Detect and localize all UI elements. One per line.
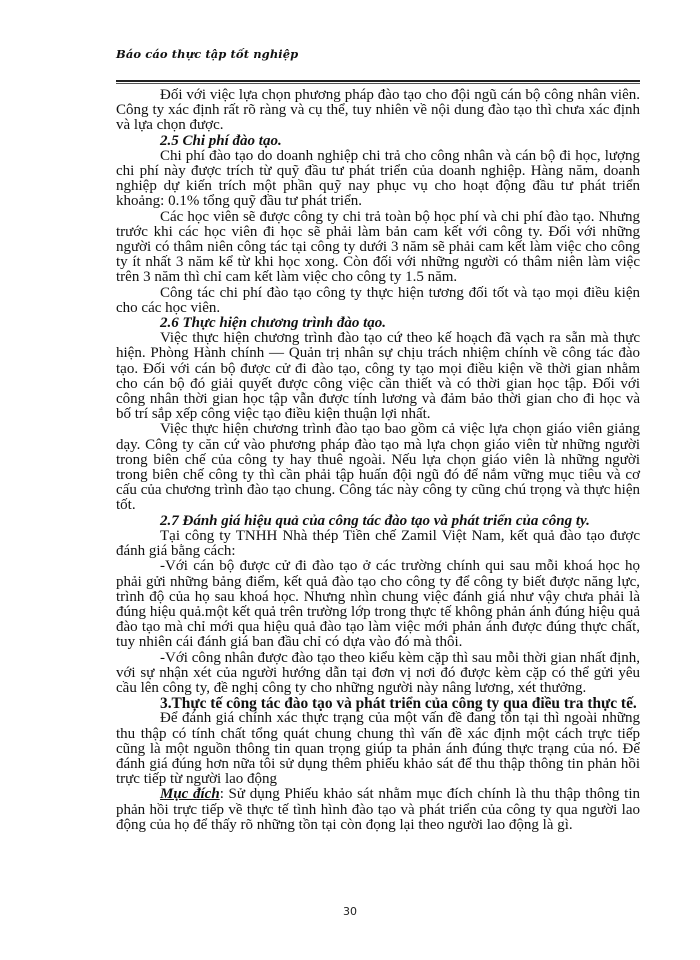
paragraph-trainee-commitment: Các học viên sẽ được công ty chi trả toàn bộ học phí và chi phí đào tạo. Nhưng trước khi các học viên đi học sẽ phải làm bản cam kết với công ty. Đối với những người có thâm niên công tác tại công ty dưới 3 năm sẽ phải cam kết làm việc cho công ty ít nhất 3 năm kể từ khi học xong. Còn đối với những người có thâm niên làm việc trên 3 năm thì chỉ cam kết làm việc cho công ty 1.5 năm. xyxy=(116,208,640,286)
paragraph-evaluation-workers: -Với công nhân được đào tạo theo kiểu kèm cặp thì sau mỗi thời gian nhất định, với sự nhận xét của người hướng dẫn tại đơn vị nơi đó được kèm cặp có thể gửi yêu cầu lên công ty, đề nghị công ty cho những người này nâng lương, xét thưởng. xyxy=(116,649,640,696)
section-heading-2-7: 2.7 Đánh giá hiệu quả của công tác đào tạo và phát triển của công ty. xyxy=(160,512,590,529)
purpose-label: Mục đích xyxy=(160,786,220,803)
paragraph-evaluation-staff: -Với cán bộ được cử đi đào tạo ở các trường chính qui sau mỗi khoá học họ phải gửi những bảng điểm, kết quả đào tạo cho công ty để công ty biết được năng lực, trình độ của họ sau khoá học. Nhưng nhìn chung việc đánh giá như vậy chưa phải là đúng hiệu quả.một kết quả trên trường lớp trong thực tế không phản ánh đúng hiệu quả đào tạo mà chỉ mới qua hiệu quả đào tạo làm việc mới phản ánh được đúng thực chất, tuy nhiên cái đánh giá ban đầu chỉ có dựa vào đó mà thôi. xyxy=(116,558,640,651)
paragraph-method-selection: Đối với việc lựa chọn phương pháp đào tạo cho đội ngũ cán bộ công nhân viên. Công ty xác định rất rõ ràng và cụ thể, tuy nhiên về nội dung đào tạo thì chưa xác định và lựa chọn được. xyxy=(116,87,640,134)
paragraph-teacher-selection: Việc thực hiện chương trình đào tạo bao gồm cả việc lựa chọn giáo viên giảng dạy. Công ty căn cứ vào phương pháp đào tạo mà lựa chọn giáo viên từ những người trong biên chế của công ty hay thuê ngoài. Nếu lựa chọn giáo viên là những người trong biên chế công ty thì cần phải tập huấn đội ngũ đó để nắm vững mục tiêu và cơ cấu của chương trình đào tạo chung. Công tác này công ty cũng chú trọng và thực hiện tốt. xyxy=(116,421,640,514)
paragraph-survey-rationale: Để đánh giá chính xác thực trạng của một vấn đề đang tồn tại thì ngoài những thu thập có tính chất tổng quát chung chung thì vấn đề xác định một cách trực tiếp cũng là một nguồn thông tin quan trọng giúp ta phản ánh đúng thực trạng của nó. Để đánh giá đúng hơn nữa tôi sử dụng thêm phiếu khảo sát để thu thập thông tin phản hồi trực tiếp từ người lao động xyxy=(116,710,640,788)
page-number: 30 xyxy=(343,905,357,918)
header-double-rule xyxy=(116,80,640,84)
header-title: Báo cáo thực tập tốt nghiệp xyxy=(116,47,299,61)
paragraph-survey-purpose xyxy=(116,787,640,833)
section-heading-2-6: 2.6 Thực hiện chương trình đào tạo. xyxy=(160,315,387,332)
paragraph-training-cost: Chi phí đào tạo do doanh nghiệp chi trả cho công nhân và cán bộ đi học, lượng chi phí này được trích từ quỹ đầu tư phát triển của doanh nghiệp. Hàng năm, doanh nghiệp dự kiến trích một phần quỹ nay phục vụ cho hoạt động đầu tư phát triển khoảng: 0.1% tổng quỹ đầu tư phát triển. xyxy=(116,147,640,210)
paragraph-cost-evaluation: Công tác chi phí đào tạo công ty thực hiện tương đối tốt và tạo mọi điều kiện cho các học viên. xyxy=(116,284,640,316)
paragraph-program-execution: Việc thực hiện chương trình đào tạo cứ theo kế hoạch đã vạch ra sẵn mà thực hiện. Phòng Hành chính — Quản trị nhân sự chịu trách nhiệm chính về công tác đào tạo. Đối với cán bộ được cử đi đào tạo, công ty tạo mọi điều kiện về thời gian nhằm cho cán bộ đó giải quyết được công việc cần thiết và có thời gian học tập. Đối với công nhân thời gian học tập vẫn được tính lương và đảm bảo thời gian cho đi học và bố trí sắp xếp công việc tạo điều kiện thuận lợi nhất. xyxy=(116,330,640,423)
paragraph-evaluation-intro: Tại công ty TNHH Nhà thép Tiền chế Zamil Việt Nam, kết quả đào tạo được đánh giá bằng cách: xyxy=(116,527,640,560)
document-body xyxy=(116,88,640,833)
section-heading-3: 3.Thực tế công tác đào tạo và phát triển của công ty qua điều tra thực tế. xyxy=(160,695,637,713)
page-header xyxy=(116,44,640,84)
section-heading-2-5: 2.5 Chi phí đào tạo. xyxy=(160,132,282,149)
purpose-text: : Sử dụng Phiếu khảo sát nhằm mục đích chính là thu thập thông tin phản hồi trực tiếp về thực tế tình hình đào tạo và phát triển của công ty qua người lao động của họ để thấy rõ những tồn tại còn đọng lại theo người lao động là gì. xyxy=(116,786,640,833)
